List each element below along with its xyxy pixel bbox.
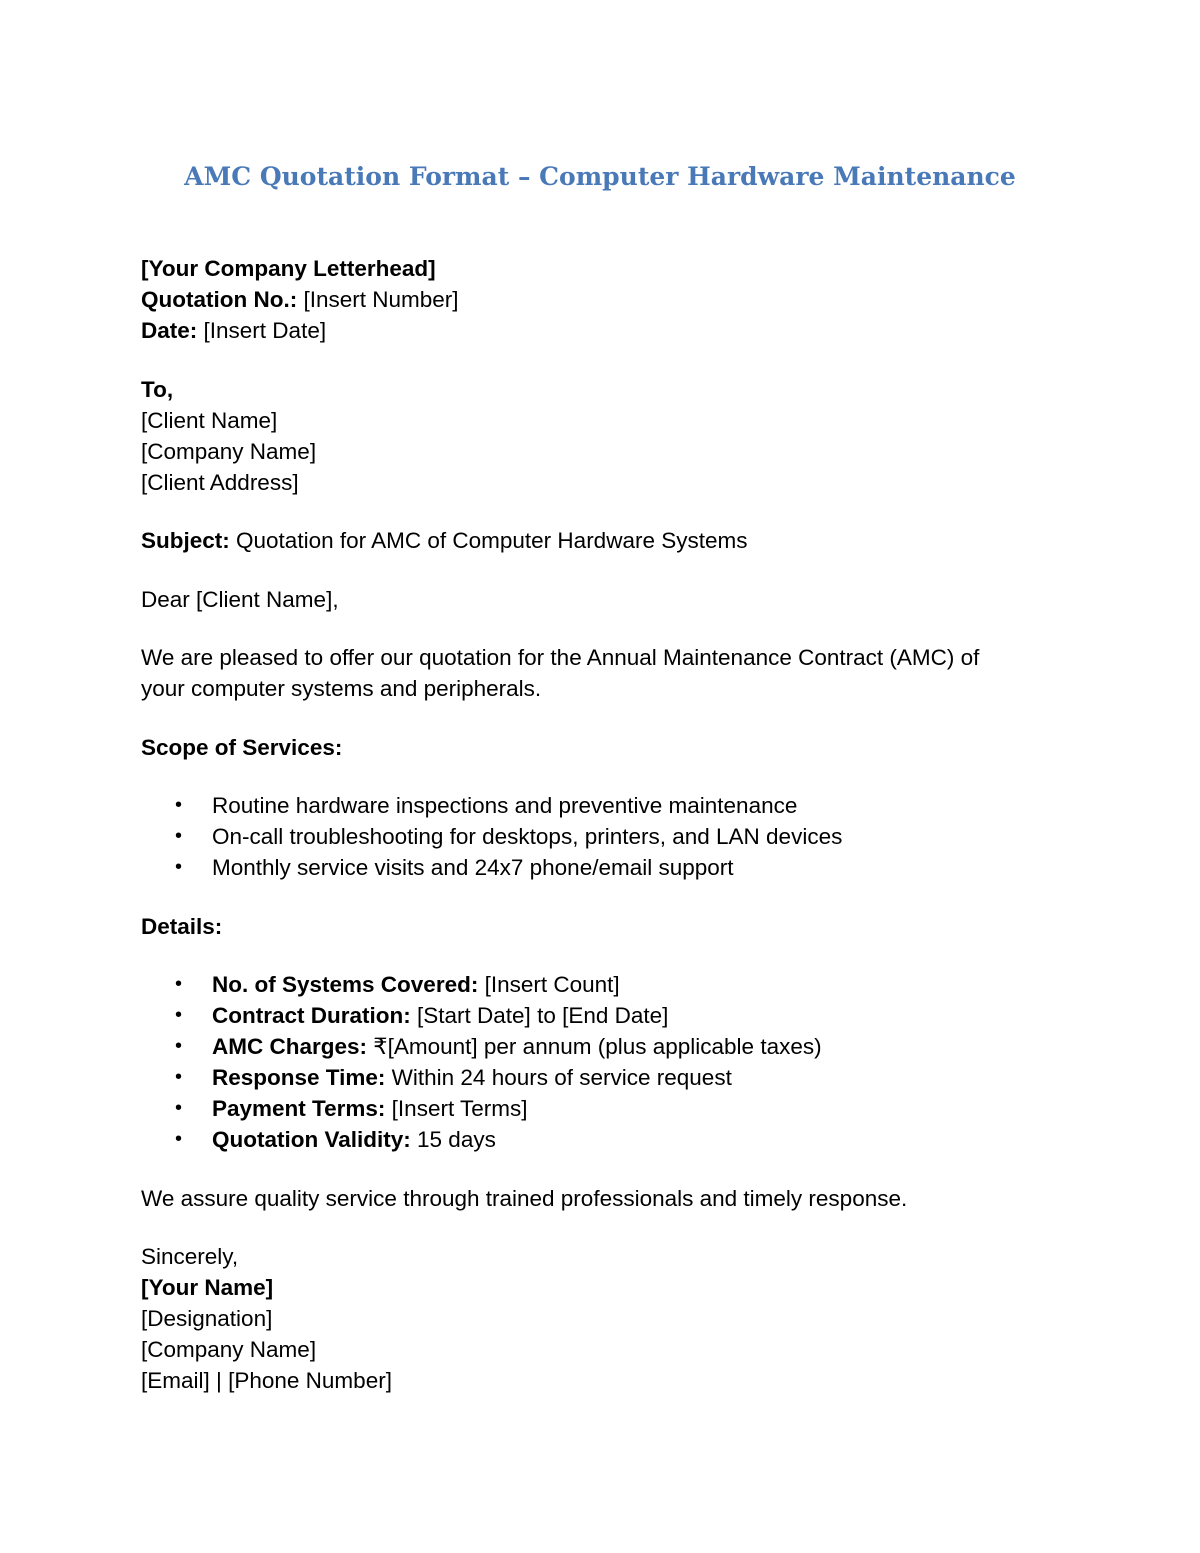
sign-off: Sincerely, xyxy=(141,1244,239,1269)
scope-heading: Scope of Services: xyxy=(141,734,343,760)
quotation-number: Quotation No.: [Insert Number] xyxy=(141,287,459,312)
recipient-company-name: [Company Name] xyxy=(141,438,317,464)
intro-paragraph-line-1: We are pleased to offer our quotation for the Annual Maintenance Contract (AMC) of xyxy=(141,645,980,670)
list-item: • Payment Terms: [Insert Terms] xyxy=(141,1093,1081,1124)
list-item: • AMC Charges: ₹[Amount] per annum (plus applicable taxes) xyxy=(141,1031,1081,1062)
scope-list xyxy=(141,790,1081,883)
bullet-icon: • xyxy=(175,1128,183,1150)
list-item: • Quotation Validity: 15 days xyxy=(141,1124,1081,1155)
letterhead: [Your Company Letterhead] xyxy=(141,256,436,281)
list-item: • On-call troubleshooting for desktops, printers, and LAN devices xyxy=(141,821,1081,852)
signatory-company: [Company Name] xyxy=(141,1337,317,1362)
list-item: • Contract Duration: [Start Date] to [End Date] xyxy=(141,1000,1081,1031)
bullet-icon: • xyxy=(175,1004,183,1026)
document-title: AMC Quotation Format – Computer Hardware Maintenance xyxy=(184,162,1016,191)
recipient-address: [Client Address] xyxy=(141,469,299,495)
to-label: To, xyxy=(141,376,174,402)
bullet-icon: • xyxy=(175,825,183,847)
list-item: • Response Time: Within 24 hours of service request xyxy=(141,1062,1081,1093)
signatory-name: [Your Name] xyxy=(141,1275,274,1300)
bullet-icon: • xyxy=(175,1066,183,1088)
list-item: • No. of Systems Covered: [Insert Count] xyxy=(141,969,1081,1000)
bullet-icon: • xyxy=(175,856,183,878)
assurance-statement: We assure quality service through trained professionals and timely response. xyxy=(141,1185,908,1211)
intro-paragraph-line-2: your computer systems and peripherals. xyxy=(141,676,542,701)
signatory-designation: [Designation] xyxy=(141,1306,273,1331)
salutation: Dear [Client Name], xyxy=(141,586,339,612)
list-item: • Routine hardware inspections and preventive maintenance xyxy=(141,790,1081,821)
letter-body xyxy=(141,253,1081,1396)
details-list xyxy=(141,969,1081,1155)
bullet-icon: • xyxy=(175,973,183,995)
bullet-icon: • xyxy=(175,794,183,816)
bullet-icon: • xyxy=(175,1035,183,1057)
subject-line: Subject: Quotation for AMC of Computer Hardware Systems xyxy=(141,528,748,553)
signatory-contact: [Email] | [Phone Number] xyxy=(141,1368,392,1393)
quotation-date: Date: [Insert Date] xyxy=(141,318,327,343)
bullet-icon: • xyxy=(175,1097,183,1119)
list-item: • Monthly service visits and 24x7 phone/email support xyxy=(141,852,1081,883)
details-heading: Details: xyxy=(141,913,223,939)
recipient-client-name: [Client Name] xyxy=(141,407,278,433)
